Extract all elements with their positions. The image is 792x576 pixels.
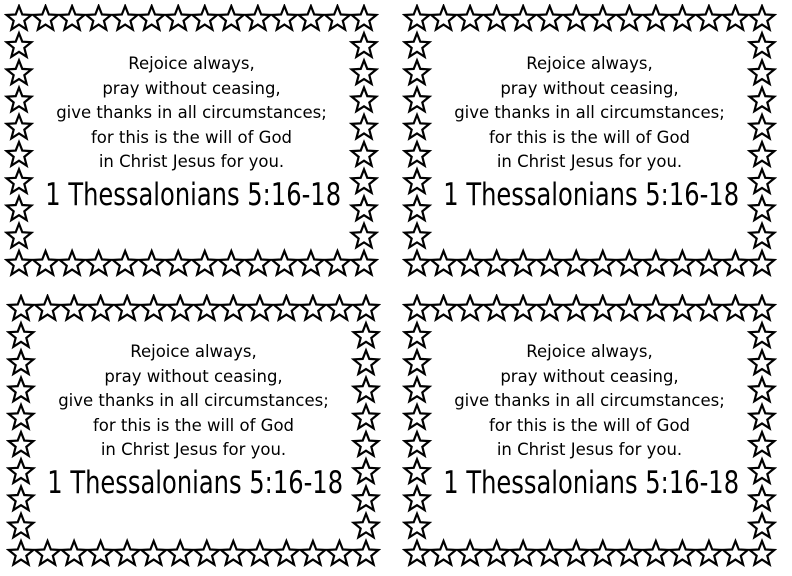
star-outline-icon [564, 251, 589, 275]
star-outline-icon [617, 541, 642, 565]
star-outline-icon [458, 541, 483, 565]
star-outline-icon [697, 251, 722, 275]
star-outline-icon [301, 296, 326, 320]
star-outline-icon [113, 251, 138, 275]
star-outline-icon [750, 6, 775, 30]
star-outline-icon [484, 6, 509, 30]
star-outline-icon [405, 514, 430, 538]
star-outline-icon [537, 6, 562, 30]
star-outline-icon [617, 296, 642, 320]
star-outline-icon [272, 251, 297, 275]
star-outline-icon [115, 541, 140, 565]
verse-line: Rejoice always, [130, 342, 257, 361]
verse-line: give thanks in all circumstances; [454, 391, 725, 411]
verse-line: Rejoice always, [128, 54, 255, 73]
star-outline-icon [458, 296, 483, 320]
star-outline-icon [60, 251, 85, 275]
verse-line: for this is the will of God [92, 415, 295, 435]
star-outline-icon [750, 296, 775, 320]
star-outline-icon [7, 224, 32, 248]
star-outline-icon [405, 224, 430, 248]
star-outline-icon [617, 6, 642, 30]
star-outline-icon [166, 6, 191, 30]
star-outline-icon [405, 541, 430, 565]
star-outline-icon [537, 541, 562, 565]
verse-line: give thanks in all circumstances; [56, 103, 327, 123]
star-outline-icon [697, 296, 722, 320]
star-outline-icon [617, 251, 642, 275]
star-outline-icon [33, 251, 58, 275]
star-outline-icon [537, 251, 562, 275]
star-outline-icon [219, 251, 244, 275]
star-outline-icon [9, 541, 34, 565]
star-outline-icon [274, 541, 299, 565]
star-outline-icon [405, 251, 430, 275]
star-outline-icon [590, 541, 615, 565]
verse-line: for this is the will of God [488, 127, 691, 147]
star-outline-icon [194, 541, 219, 565]
star-outline-icon [9, 514, 34, 538]
verse-line: in Christ Jesus for you. [100, 440, 287, 460]
verse-line: pray without ceasing, [104, 366, 283, 386]
star-outline-icon [247, 541, 272, 565]
star-outline-icon [431, 541, 456, 565]
star-outline-icon [139, 6, 164, 30]
verse-line: Rejoice always, [526, 54, 653, 73]
star-outline-icon [670, 251, 695, 275]
star-outline-icon [35, 541, 60, 565]
star-outline-icon [643, 251, 668, 275]
star-outline-icon [86, 251, 111, 275]
star-outline-icon [141, 541, 166, 565]
star-outline-icon [723, 296, 748, 320]
star-outline-icon [166, 251, 191, 275]
star-outline-icon [643, 6, 668, 30]
star-outline-icon [7, 251, 32, 275]
star-outline-icon [484, 541, 509, 565]
star-outline-icon [62, 541, 87, 565]
star-outline-icon [327, 541, 352, 565]
star-outline-icon [245, 251, 270, 275]
scripture-reference: 1 Thessalonians 5:16-18 [443, 176, 740, 213]
star-outline-icon [405, 296, 430, 320]
scripture-reference: 1 Thessalonians 5:16-18 [443, 464, 740, 501]
star-outline-icon [245, 6, 270, 30]
star-outline-icon [88, 541, 113, 565]
star-outline-icon [7, 6, 32, 30]
star-outline-icon [141, 296, 166, 320]
verse-line: pray without ceasing, [500, 78, 679, 98]
verse-card-3 [6, 294, 381, 569]
star-outline-icon [219, 6, 244, 30]
star-outline-icon [670, 296, 695, 320]
verse-card-1 [4, 4, 379, 279]
star-outline-icon [537, 296, 562, 320]
star-outline-icon [750, 224, 775, 248]
star-outline-icon [299, 6, 324, 30]
verse-line: pray without ceasing, [500, 366, 679, 386]
verse-line: give thanks in all circumstances; [454, 103, 725, 123]
verse-line: for this is the will of God [488, 415, 691, 435]
verse-line: give thanks in all circumstances; [58, 391, 329, 411]
star-outline-icon [670, 541, 695, 565]
star-outline-icon [723, 541, 748, 565]
star-outline-icon [168, 296, 193, 320]
star-outline-icon [168, 541, 193, 565]
star-outline-icon [590, 296, 615, 320]
star-outline-icon [697, 541, 722, 565]
verse-line: pray without ceasing, [102, 78, 281, 98]
verse-line: in Christ Jesus for you. [98, 152, 285, 172]
star-outline-icon [511, 296, 536, 320]
star-outline-icon [643, 296, 668, 320]
star-outline-icon [274, 296, 299, 320]
star-outline-icon [723, 251, 748, 275]
star-outline-icon [352, 251, 377, 275]
star-outline-icon [113, 6, 138, 30]
star-outline-icon [354, 296, 379, 320]
verse-card-2 [402, 4, 777, 279]
star-outline-icon [86, 6, 111, 30]
star-outline-icon [405, 6, 430, 30]
star-outline-icon [458, 251, 483, 275]
verse-line: in Christ Jesus for you. [496, 152, 683, 172]
star-outline-icon [750, 514, 775, 538]
star-outline-icon [643, 541, 668, 565]
star-outline-icon [590, 6, 615, 30]
verse-line: in Christ Jesus for you. [496, 440, 683, 460]
scripture-reference: 1 Thessalonians 5:16-18 [47, 464, 344, 501]
star-outline-icon [354, 514, 379, 538]
star-outline-icon [354, 541, 379, 565]
star-outline-icon [115, 296, 140, 320]
star-outline-icon [299, 251, 324, 275]
star-outline-icon [352, 6, 377, 30]
star-outline-icon [139, 251, 164, 275]
star-outline-icon [301, 541, 326, 565]
star-outline-icon [352, 224, 377, 248]
star-outline-icon [750, 541, 775, 565]
star-outline-icon [221, 296, 246, 320]
star-outline-icon [511, 6, 536, 30]
star-outline-icon [564, 296, 589, 320]
star-outline-icon [484, 296, 509, 320]
star-outline-icon [697, 6, 722, 30]
verse-line: for this is the will of God [90, 127, 293, 147]
star-outline-icon [484, 251, 509, 275]
star-outline-icon [272, 6, 297, 30]
star-outline-icon [564, 6, 589, 30]
star-outline-icon [60, 6, 85, 30]
scripture-reference: 1 Thessalonians 5:16-18 [45, 176, 342, 213]
star-outline-icon [194, 296, 219, 320]
star-outline-icon [221, 541, 246, 565]
star-outline-icon [564, 541, 589, 565]
star-outline-icon [247, 296, 272, 320]
verse-line: Rejoice always, [526, 342, 653, 361]
star-outline-icon [431, 6, 456, 30]
star-outline-icon [192, 251, 217, 275]
star-outline-icon [590, 251, 615, 275]
star-outline-icon [458, 6, 483, 30]
star-outline-icon [511, 541, 536, 565]
star-outline-icon [9, 296, 34, 320]
star-outline-icon [192, 6, 217, 30]
star-outline-icon [327, 296, 352, 320]
star-outline-icon [88, 296, 113, 320]
star-outline-icon [431, 296, 456, 320]
star-outline-icon [325, 6, 350, 30]
star-outline-icon [62, 296, 87, 320]
star-outline-icon [750, 251, 775, 275]
verse-card-4 [402, 294, 777, 569]
star-outline-icon [33, 6, 58, 30]
star-outline-icon [325, 251, 350, 275]
star-outline-icon [431, 251, 456, 275]
star-outline-icon [723, 6, 748, 30]
star-outline-icon [670, 6, 695, 30]
star-outline-icon [511, 251, 536, 275]
star-outline-icon [35, 296, 60, 320]
